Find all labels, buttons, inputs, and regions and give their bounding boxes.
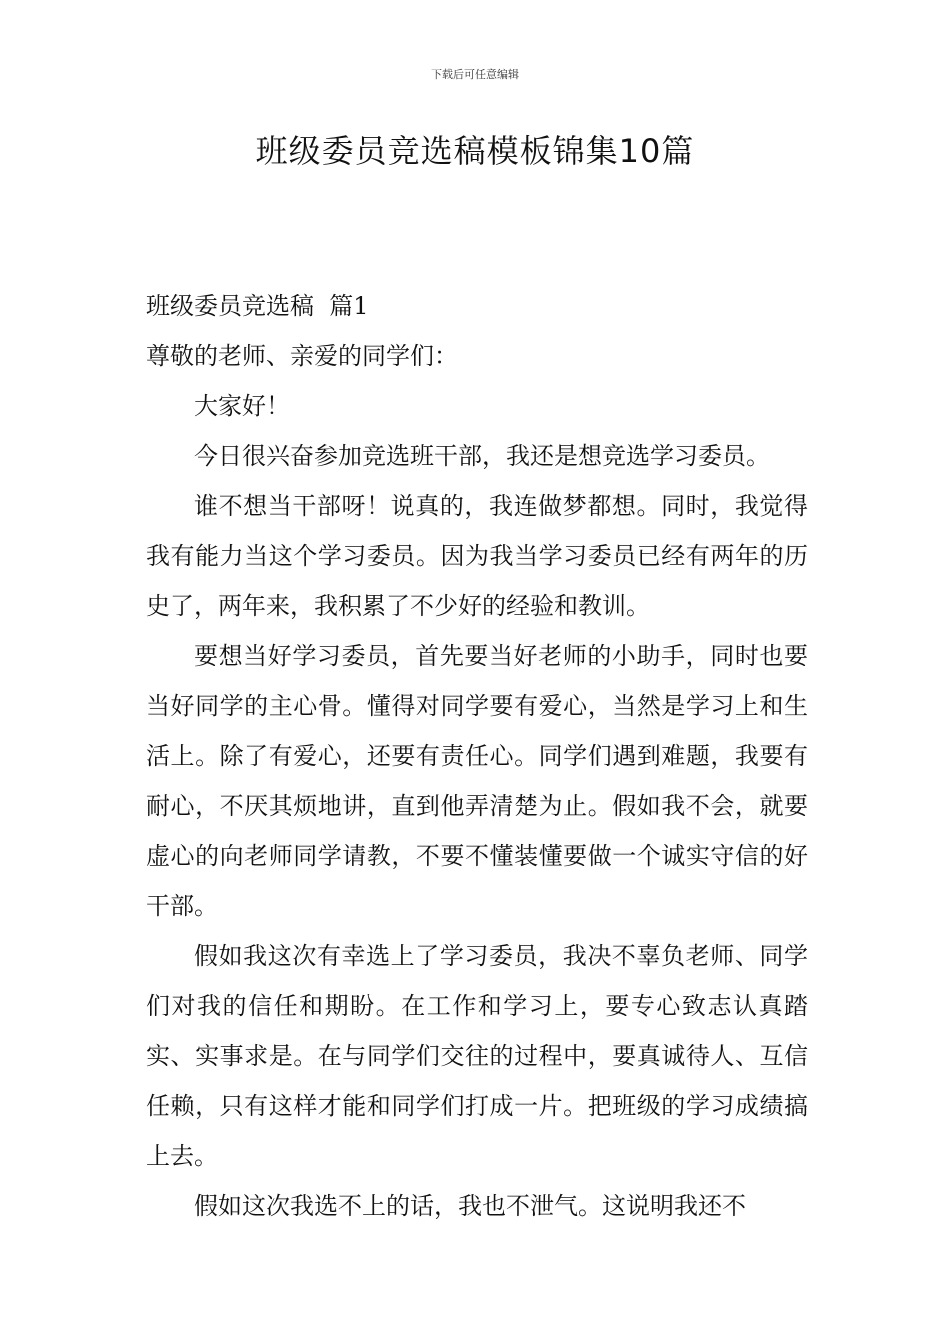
greeting-paragraph: 大家好！ [194, 392, 290, 420]
salutation: 尊敬的老师、亲爱的同学们： [146, 342, 458, 370]
body-paragraph: 今日很兴奋参加竞选班干部，我还是想竞选学习委员。 [194, 442, 770, 470]
body-paragraph: 谁不想当干部呀！说真的，我连做梦都想。同时，我觉得我有能力当这个学习委员。因为我当学习委员已经有两年的历史了，两年来，我积累了不少好的经验和教训。 [146, 492, 808, 620]
body-paragraph: 要想当好学习委员，首先要当好老师的小助手，同时也要当好同学的主心骨。懂得对同学要有爱心，当然是学习上和生活上。除了有爱心，还要有责任心。同学们遇到难题，我要有耐心，不厌其烦地讲，直到他弄清楚为止。假如我不会，就要虚心的向老师同学请教，不要不懂装懂要做一个诚实守信的好干部。 [146, 642, 808, 920]
body-paragraph: 假如我这次有幸选上了学习委员，我决不辜负老师、同学们对我的信任和期盼。在工作和学习上，要专心致志认真踏实、实事求是。在与同学们交往的过程中，要真诚待人、互信任赖，只有这样才能和同学们打成一片。把班级的学习成绩搞上去。 [146, 942, 808, 1170]
page-header-note: 下载后可任意编辑 [431, 68, 519, 81]
section-heading: 班级委员竞选稿 篇1 [146, 292, 369, 320]
document-body [146, 281, 808, 1231]
document-title: 班级委员竞选稿模板锦集10篇 [255, 132, 695, 170]
body-paragraph: 假如这次我选不上的话，我也不泄气。这说明我还不 [194, 1192, 746, 1220]
